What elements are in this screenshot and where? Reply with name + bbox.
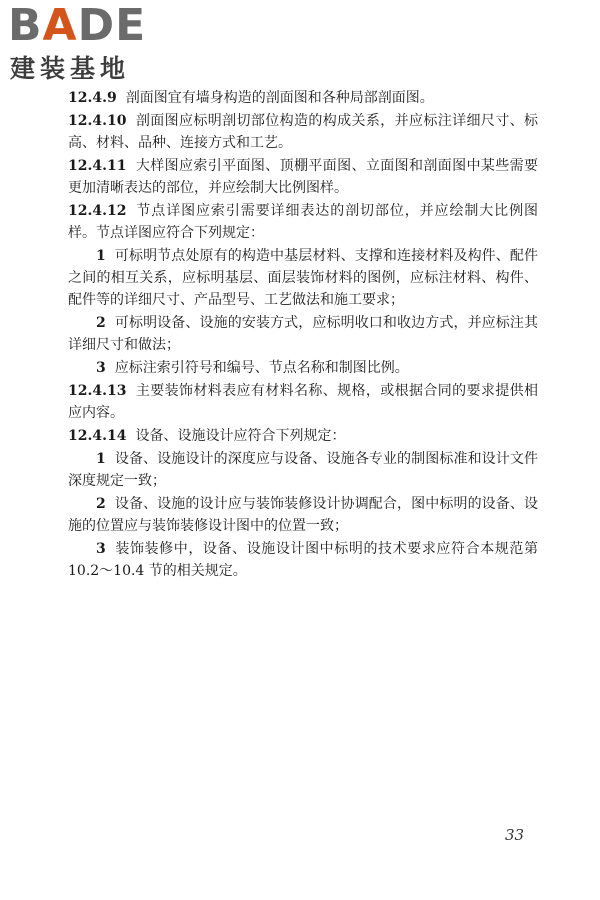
clause-text: 节点详图应索引需要详细表达的剖切部位，并应绘制大比例图样。节点详图应符合下列规定： bbox=[68, 203, 538, 241]
logo-subtitle: 建装基地 bbox=[10, 54, 131, 83]
item-text: 可标明节点处原有的构造中基层材料、支撑和连接材料及构件、配件之间的相互关系，应标明基层、面层装饰材料的图例，应标注材料、构件、配件等的详细尺寸、产品型号、工艺做法和施工要求； bbox=[68, 248, 538, 308]
clause-12-4-13 bbox=[68, 380, 538, 424]
clause-12-4-10 bbox=[68, 110, 538, 154]
item-text: 装饰装修中，设备、设施设计图中标明的技术要求应符合本规范第 10.2～10.4 节的相关规定。 bbox=[68, 541, 538, 579]
clause-12-4-12-item-3 bbox=[68, 357, 538, 379]
clause-text: 大样图应索引平面图、顶棚平面图、立面图和剖面图中某些需要更加清晰表达的部位，并应绘制大比例图样。 bbox=[68, 158, 538, 196]
clause-number: 12.4.14 bbox=[68, 428, 127, 444]
clause-12-4-14-item-1 bbox=[68, 448, 538, 492]
item-number: 1 bbox=[96, 451, 106, 467]
clause-12-4-11 bbox=[68, 155, 538, 199]
clause-12-4-12-item-1 bbox=[68, 245, 538, 311]
clause-12-4-12 bbox=[68, 200, 538, 244]
document-body bbox=[68, 87, 538, 583]
clause-text: 剖面图宜有墙身构造的剖面图和各种局部剖面图。 bbox=[125, 90, 434, 106]
clause-12-4-9 bbox=[68, 87, 538, 109]
item-text: 设备、设施的设计应与装饰装修设计协调配合，图中标明的设备、设施的位置应与装饰装修设计图中的位置一致； bbox=[68, 496, 538, 534]
clause-number: 12.4.11 bbox=[68, 158, 127, 174]
item-number: 2 bbox=[96, 496, 106, 512]
page-number: 33 bbox=[505, 826, 525, 844]
clause-12-4-14-item-2 bbox=[68, 493, 538, 537]
clause-number: 12.4.12 bbox=[68, 203, 127, 219]
clause-number: 12.4.13 bbox=[68, 383, 127, 399]
clause-12-4-14-item-3 bbox=[68, 538, 538, 582]
logo-wordmark: BADE bbox=[8, 0, 147, 51]
item-text: 设备、设施设计的深度应与设备、设施各专业的制图标准和设计文件深度规定一致； bbox=[68, 451, 538, 489]
bade-logo bbox=[8, 2, 178, 88]
clause-text: 主要装饰材料表应有材料名称、规格，或根据合同的要求提供相应内容。 bbox=[68, 383, 538, 421]
clause-number: 12.4.9 bbox=[68, 90, 117, 106]
item-text: 应标注索引符号和编号、节点名称和制图比例。 bbox=[114, 360, 409, 376]
item-number: 1 bbox=[96, 248, 106, 264]
clause-text: 剖面图应标明剖切部位构造的构成关系，并应标注详细尺寸、标高、材料、品种、连接方式和工艺。 bbox=[68, 113, 538, 151]
clause-text: 设备、设施设计应符合下列规定： bbox=[135, 428, 346, 444]
clause-12-4-12-item-2 bbox=[68, 312, 538, 356]
item-number: 3 bbox=[96, 541, 106, 557]
clause-number: 12.4.10 bbox=[68, 113, 127, 129]
item-number: 2 bbox=[96, 315, 106, 331]
item-number: 3 bbox=[96, 360, 106, 376]
clause-12-4-14 bbox=[68, 425, 538, 447]
item-text: 可标明设备、设施的安装方式，应标明收口和收边方式，并应标注其详细尺寸和做法； bbox=[68, 315, 538, 353]
